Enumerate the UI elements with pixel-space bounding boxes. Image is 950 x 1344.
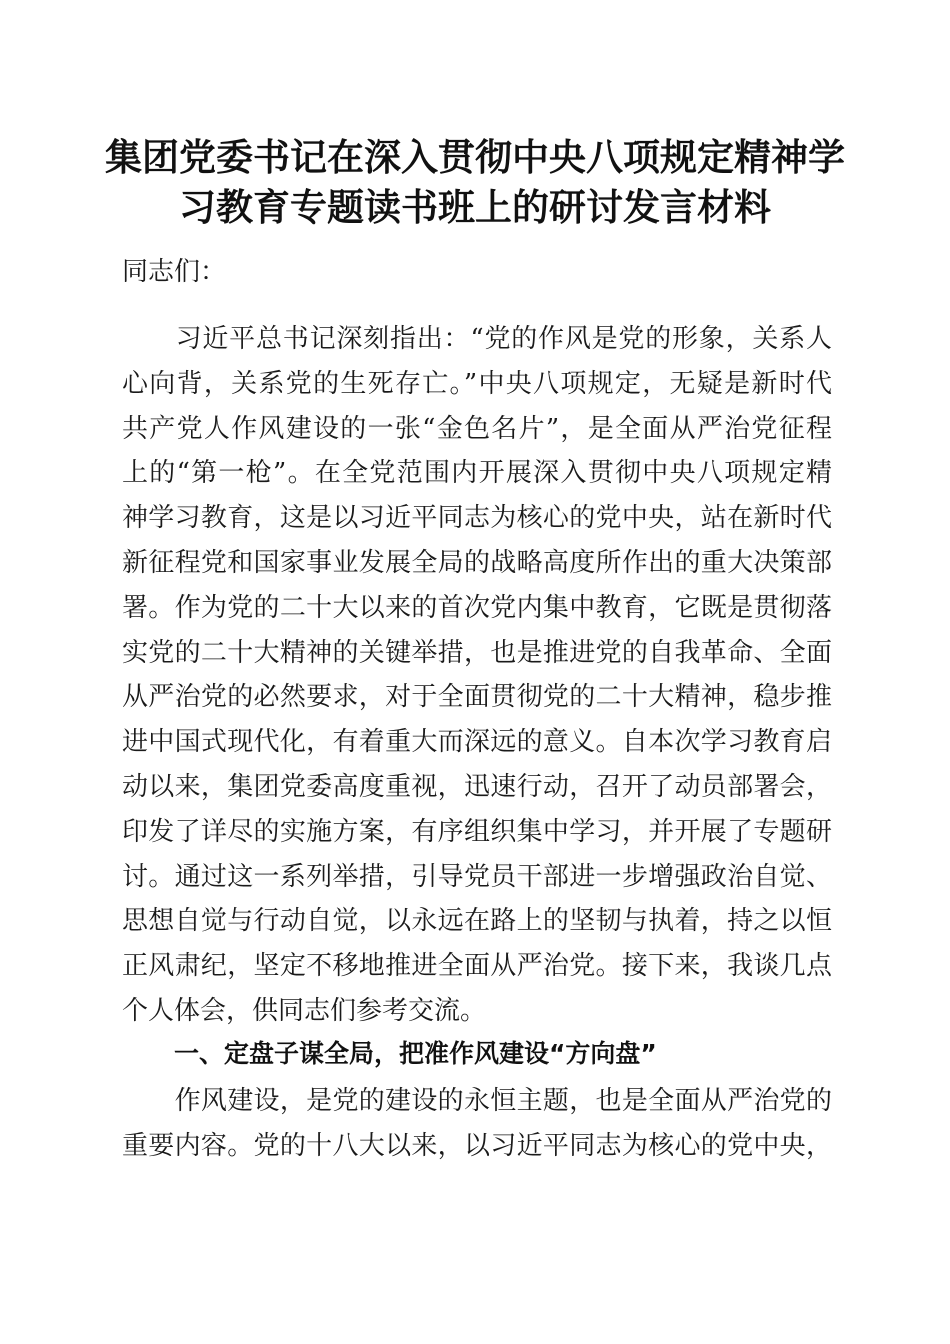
text-line: 正风肃纪，坚定不移地推进全面从严治党。接下来，我谈几点 xyxy=(122,951,832,982)
text-line: 动以来，集团党委高度重视，迅速行动，召开了动员部署会， xyxy=(122,771,832,802)
text-line: 心向背，关系党的生死存亡。”中央八项规定，无疑是新时代 xyxy=(122,368,832,399)
title-line-1: 集团党委书记在深入贯彻中央八项规定精神学 xyxy=(105,135,845,179)
paragraph-1 xyxy=(122,317,832,1034)
text-line: 上的“第一枪”。在全党范围内开展深入贯彻中央八项规定精 xyxy=(122,458,832,489)
text-line: 共产党人作风建设的一张“金色名片”，是全面从严治党征程 xyxy=(122,413,832,444)
text-line: 个人体会，供同志们参考交流。 xyxy=(122,995,487,1026)
text-line: 进中国式现代化，有着重大而深远的意义。自本次学习教育启 xyxy=(122,727,832,758)
section-heading-1: 一、定盘子谋全局，把准作风建设“方向盘” xyxy=(174,1039,657,1068)
text-line: 重要内容。党的十八大以来，以习近平同志为核心的党中央， xyxy=(122,1130,832,1161)
text-line: 新征程党和国家事业发展全局的战略高度所作出的重大决策部 xyxy=(122,547,832,578)
salutation: 同志们： xyxy=(122,257,227,287)
text-line: 讨。通过这一系列举措，引导党员干部进一步增强政治自觉、 xyxy=(122,861,832,892)
text-line: 神学习教育，这是以习近平同志为核心的党中央，站在新时代 xyxy=(122,503,832,534)
document-title xyxy=(100,132,850,232)
title-line-2: 习教育专题读书班上的研讨发言材料 xyxy=(179,185,771,229)
text-line: 印发了详尽的实施方案，有序组织集中学习，并开展了专题研 xyxy=(122,816,832,847)
text-line: 思想自觉与行动自觉，以永远在路上的坚韧与执着，持之以恒 xyxy=(122,906,832,937)
text-line: 实党的二十大精神的关键举措，也是推进党的自我革命、全面 xyxy=(122,637,832,668)
text-line: 署。作为党的二十大以来的首次党内集中教育，它既是贯彻落 xyxy=(122,592,832,623)
paragraph-2 xyxy=(122,1079,832,1169)
text-line: 作风建设，是党的建设的永恒主题，也是全面从严治党的 xyxy=(122,1086,832,1116)
text-line: 从严治党的必然要求，对于全面贯彻党的二十大精神，稳步推 xyxy=(122,682,832,713)
text-line: 习近平总书记深刻指出：“党的作风是党的形象，关系人 xyxy=(122,324,832,354)
